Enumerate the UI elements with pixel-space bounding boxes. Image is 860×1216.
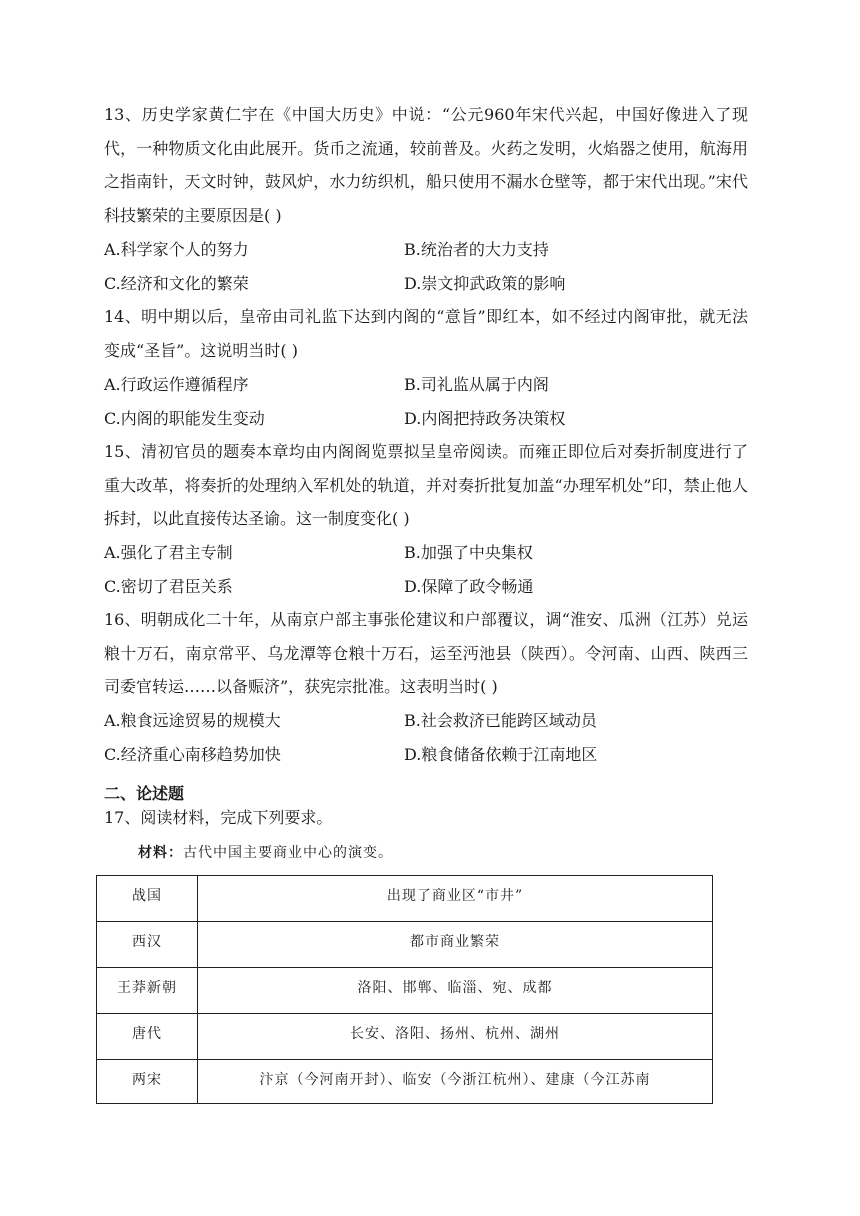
question-14-option-d[interactable]: D.内阁把持政务决策权 [404,409,566,428]
question-16-option-b[interactable]: B.社会救济已能跨区域动员 [404,711,597,730]
question-16-options-row-2 [104,738,748,772]
question-16-option-d[interactable]: D.粮食储备依赖于江南地区 [404,745,598,764]
question-14-options-row-1 [104,368,748,402]
question-16-option-a[interactable]: A.粮食远途贸易的规模大 [104,711,281,730]
question-14-stem: 14、明中期以后，皇帝由司礼监下达到内阁的“意旨”即红本，如不经过内阁审批，就无法变成“圣旨”。这说明当时( ) [104,307,748,360]
question-14-option-b[interactable]: B.司礼监从属于内阁 [404,375,549,394]
question-13-options-row-2 [104,267,748,301]
material-caption [138,841,393,865]
question-13-option-a[interactable]: A.科学家个人的努力 [104,240,249,259]
question-15-option-b[interactable]: B.加强了中央集权 [404,543,533,562]
table-cell-era: 王莽新朝 [97,968,198,1014]
question-14-option-a[interactable]: A.行政运作遵循程序 [104,375,249,394]
table-cell-desc: 洛阳、邯郸、临淄、宛、成都 [198,968,713,1014]
table-row [97,876,713,922]
question-17-stem: 17、阅读材料，完成下列要求。 [104,808,333,827]
question-15-options-row-1 [104,536,748,570]
table-cell-era: 两宋 [97,1060,198,1104]
question-13-stem: 13、历史学家黄仁宇在《中国大历史》中说：“公元960年宋代兴起，中国好像进入了现代，一种物质文化由此展开。货币之流通，较前普及。火药之发明，火焰器之使用，航海用之指南针，天文时钟，鼓风炉，水力纺织机，船只使用不漏水仓壁等，都于宋代出现。”宋代科技繁荣的主要原因是( ) [104,105,748,225]
question-13-option-d[interactable]: D.崇文抑武政策的影响 [404,274,566,293]
question-15-option-a[interactable]: A.强化了君主专制 [104,543,233,562]
question-16-stem: 16、明朝成化二十年，从南京户部主事张伦建议和户部覆议，调“淮安、瓜洲（江苏）兑运粮十万石，南京常平、乌龙潭等仓粮十万石，运至沔池县（陕西）。令河南、山西、陕西三司委官转运……以备赈济”，获宪宗批准。这表明当时( ) [104,610,748,696]
table-cell-desc: 都市商业繁荣 [198,922,713,968]
question-13-option-b[interactable]: B.统治者的大力支持 [404,240,549,259]
question-14-options-row-2 [104,402,748,436]
question-13-options-row-1 [104,233,748,267]
table-cell-desc: 汴京（今河南开封）、临安（今浙江杭州）、建康（今江苏南 [198,1060,713,1104]
table-row [97,1060,713,1104]
table-cell-era: 战国 [97,876,198,922]
section-title: 二、论述题 [104,784,185,803]
table-row [97,968,713,1014]
material-text: 古代中国主要商业中心的演变。 [183,845,393,861]
table-row [97,922,713,968]
table-cell-era: 西汉 [97,922,198,968]
question-15-options-row-2 [104,570,748,604]
question-16-option-c[interactable]: C.经济重心南移趋势加快 [104,745,281,764]
question-15-option-d[interactable]: D.保障了政令畅通 [404,577,534,596]
table-cell-era: 唐代 [97,1014,198,1060]
commerce-centers-table [96,875,713,1104]
question-13-option-c[interactable]: C.经济和文化的繁荣 [104,274,249,293]
question-15-option-c[interactable]: C.密切了君臣关系 [104,577,233,596]
question-14-option-c[interactable]: C.内阁的职能发生变动 [104,409,265,428]
question-16-options-row-1 [104,704,748,738]
table-cell-desc: 长安、洛阳、扬州、杭州、湖州 [198,1014,713,1060]
material-label: 材料： [138,845,183,861]
table-row [97,1014,713,1060]
table-cell-desc: 出现了商业区“市井” [198,876,713,922]
question-15-stem: 15、清初官员的题奏本章均由内阁阁览票拟呈皇帝阅读。而雍正即位后对奏折制度进行了重大改革，将奏折的处理纳入军机处的轨道，并对奏折批复加盖“办理军机处”印，禁止他人拆封，以此直接传达圣谕。这一制度变化( ) [104,442,748,528]
